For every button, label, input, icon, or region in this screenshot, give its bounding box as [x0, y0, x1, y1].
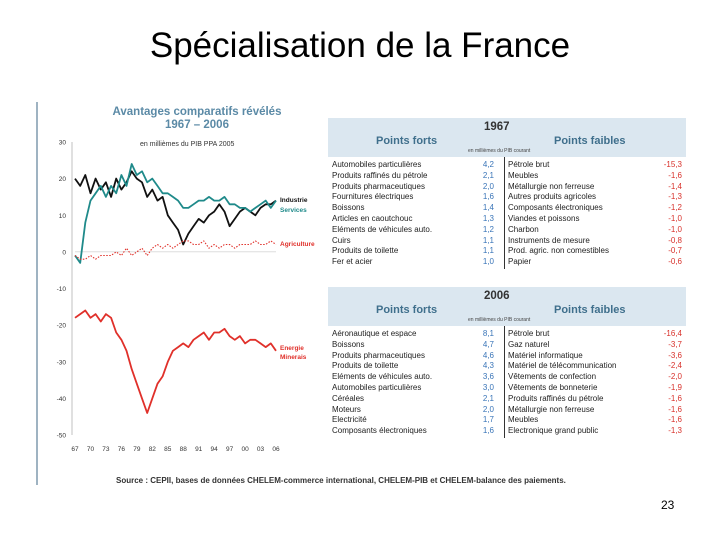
table-row [328, 405, 686, 415]
weak-item-name: Produits raffinés du pétrole [508, 393, 604, 403]
table-row [328, 257, 686, 267]
table-2006 [328, 287, 686, 438]
table-row [328, 182, 686, 192]
table-row [328, 329, 686, 339]
x-tick-label: 70 [86, 446, 95, 453]
weak-item-name: Pétrole brut [508, 160, 550, 169]
strong-item-name: Produits pharmaceutiques [332, 181, 425, 191]
table-1967 [328, 118, 686, 269]
table-row [328, 383, 686, 393]
weak-item-value: -1,0 [668, 224, 682, 234]
weak-item-value: -1,6 [668, 404, 682, 414]
table-2006-weak-label: Points faibles [554, 304, 626, 316]
x-tick-label: 88 [179, 446, 187, 453]
y-tick-label: 0 [62, 249, 66, 257]
table-row [328, 394, 686, 404]
strong-item-value: 3,6 [482, 372, 494, 382]
strong-item-name: Boissons [332, 203, 365, 213]
weak-item-name: Autres produits agricoles [508, 192, 597, 202]
table-1967-header [328, 118, 686, 157]
table-row [328, 225, 686, 235]
weak-item-name: Prod. agric. non comestibles [508, 246, 609, 256]
series-label-minerais: Minerais [280, 354, 307, 361]
strong-item-value: 1,1 [482, 235, 494, 245]
weak-item-value: -1,6 [668, 393, 682, 403]
strong-item-value: 1,1 [482, 246, 494, 256]
strong-item-name: Produits de toilette [332, 361, 399, 371]
strong-item-name: Eléments de véhicules auto. [332, 224, 433, 234]
weak-item-name: Composants électroniques [508, 203, 603, 213]
x-tick-label: 79 [133, 446, 141, 453]
weak-item-value: -1,6 [668, 415, 682, 425]
strong-item-name: Fer et acier [332, 257, 373, 267]
weak-item-value: -16,4 [663, 329, 682, 338]
weak-item-value: -3,7 [668, 339, 682, 349]
strong-item-value: 1,7 [482, 415, 494, 425]
weak-item-value: -2,0 [668, 372, 682, 382]
table-2006-header [328, 287, 686, 326]
weak-item-name: Meubles [508, 170, 539, 180]
table-row [328, 415, 686, 425]
table-1967-body [328, 157, 686, 269]
table-row [328, 351, 686, 361]
y-tick-label: -50 [56, 432, 66, 440]
slide-title: Spécialisation de la France [149, 26, 571, 65]
y-tick-label: -10 [56, 286, 66, 293]
strong-item-value: 4,6 [482, 350, 494, 360]
table-2006-unit-note: en millièmes du PIB courant [468, 317, 531, 323]
weak-item-name: Papier [508, 257, 532, 267]
strong-item-value: 2,1 [482, 393, 494, 403]
table-row [328, 192, 686, 202]
table-row [328, 214, 686, 224]
weak-item-name: Vêtements de confection [508, 372, 597, 382]
table-row [328, 236, 686, 246]
strong-item-value: 4,2 [482, 160, 494, 169]
y-tick-label: -30 [56, 359, 66, 367]
strong-item-name: Boissons [332, 339, 365, 349]
weak-item-value: -0,6 [668, 257, 682, 267]
weak-item-value: -3,6 [668, 350, 682, 360]
strong-item-name: Céréales [332, 393, 365, 403]
strong-item-name: Articles en caoutchouc [332, 214, 413, 223]
x-tick-label: 91 [195, 446, 203, 453]
strong-item-name: Eléments de véhicules auto. [332, 372, 433, 382]
y-tick-label: 10 [58, 212, 66, 220]
weak-item-name: Matériel informatique [508, 350, 583, 360]
weak-item-name: Métallurgie non ferreuse [508, 181, 595, 191]
weak-item-value: -15,3 [663, 160, 682, 169]
strong-item-value: 1,6 [482, 192, 494, 202]
strong-item-value: 1,6 [482, 426, 494, 436]
table-row [328, 203, 686, 213]
strong-item-value: 1,4 [482, 203, 494, 213]
weak-item-value: -2,4 [668, 361, 682, 371]
x-tick-label: 73 [102, 446, 110, 453]
strong-item-name: Moteurs [332, 404, 361, 414]
series-label-agriculture: Agriculture [280, 241, 315, 248]
series-label-industrie: Industrie [280, 197, 308, 204]
chart-title-years: 1967 – 2006 [165, 119, 229, 131]
x-tick-label: 94 [210, 446, 218, 453]
x-tick-label: 76 [117, 446, 126, 453]
weak-item-value: -0,8 [668, 235, 682, 245]
table-row [328, 160, 686, 170]
table-row [328, 372, 686, 382]
x-tick-label: 97 [225, 446, 234, 453]
table-1967-year: 1967 [484, 121, 510, 133]
strong-item-value: 1,3 [482, 214, 494, 223]
table-2006-year: 2006 [484, 290, 510, 302]
weak-item-name: Pétrole brut [508, 329, 550, 338]
strong-item-name: Aéronautique et espace [332, 329, 417, 338]
strong-item-name: Produits raffinés du pétrole [332, 170, 428, 180]
strong-item-value: 2,0 [482, 404, 494, 414]
table-row [328, 361, 686, 371]
strong-item-name: Composants électroniques [332, 426, 427, 436]
chart-unit-note: en millièmes du PIB PPA 2005 [140, 141, 235, 148]
strong-item-value: 3,0 [482, 383, 494, 392]
x-tick-label: 82 [148, 446, 156, 453]
weak-item-value: -1,0 [668, 214, 682, 223]
weak-item-name: Viandes et poissons [508, 214, 580, 223]
weak-item-value: -0,7 [668, 246, 682, 256]
weak-item-value: -1,3 [668, 192, 682, 202]
table-2006-body [328, 326, 686, 438]
series-line-agriculture [75, 241, 276, 259]
strong-item-value: 2,0 [482, 181, 494, 191]
strong-item-value: 1,2 [482, 224, 494, 234]
weak-item-name: Instruments de mesure [508, 235, 590, 245]
x-tick-label: 03 [256, 446, 265, 453]
y-tick-label: 30 [58, 139, 66, 147]
strong-item-value: 4,7 [482, 339, 494, 349]
weak-item-value: -1,2 [668, 203, 682, 213]
y-tick-label: -40 [56, 395, 66, 403]
weak-item-value: -1,9 [668, 383, 682, 392]
series-line-services [75, 164, 276, 263]
weak-item-name: Electronique grand public [508, 426, 599, 436]
series-label-services: Services [280, 207, 307, 214]
page-number: 23 [661, 498, 675, 512]
weak-item-value: -1,3 [668, 426, 682, 436]
series-line-energie-minerais [75, 311, 276, 414]
table-row [328, 340, 686, 350]
table-row [328, 246, 686, 256]
weak-item-name: Meubles [508, 415, 539, 425]
strong-item-value: 1,0 [482, 257, 494, 267]
strong-item-name: Automobiles particulières [332, 160, 422, 169]
strong-item-value: 4,3 [482, 361, 494, 371]
left-divider-line [36, 102, 38, 485]
table-2006-strong-label: Points forts [376, 304, 438, 316]
weak-item-name: Gaz naturel [508, 339, 550, 349]
table-row [328, 171, 686, 181]
x-tick-label: 85 [164, 446, 172, 453]
strong-item-name: Cuirs [332, 235, 351, 245]
strong-item-value: 2,1 [482, 170, 494, 180]
strong-item-name: Produits pharmaceutiques [332, 350, 425, 360]
source-note: Source : CEPII, bases de données CHELEM-commerce international, CHELEM-PIB et CHELEM-balance des paiements. [116, 476, 566, 485]
table-1967-strong-label: Points forts [376, 135, 438, 147]
weak-item-name: Métallurgie non ferreuse [508, 404, 595, 414]
weak-item-value: -1,6 [668, 170, 682, 180]
series-label-energie: Energie [280, 345, 304, 352]
strong-item-value: 8,1 [482, 329, 494, 338]
x-tick-label: 00 [241, 446, 249, 453]
chart-title [92, 106, 302, 132]
line-chart [50, 130, 322, 462]
strong-item-name: Electricité [332, 415, 367, 425]
x-tick-label: 67 [71, 446, 79, 453]
x-tick-label: 06 [272, 446, 280, 453]
table-1967-unit-note: en millièmes du PIB courant [468, 148, 531, 154]
weak-item-name: Vêtements de bonneterie [508, 383, 598, 392]
table-row [328, 426, 686, 436]
y-tick-label: -20 [56, 322, 66, 330]
chart-title-main: Avantages comparatifs révélés [112, 106, 282, 118]
weak-item-value: -1,4 [668, 181, 682, 191]
y-tick-label: 20 [58, 176, 66, 184]
weak-item-name: Charbon [508, 224, 539, 234]
strong-item-name: Produits de toilette [332, 246, 399, 256]
strong-item-name: Automobiles particulières [332, 383, 422, 392]
table-1967-weak-label: Points faibles [554, 135, 626, 147]
strong-item-name: Fournitures électriques [332, 192, 414, 202]
weak-item-name: Matériel de télécommunication [508, 361, 617, 371]
